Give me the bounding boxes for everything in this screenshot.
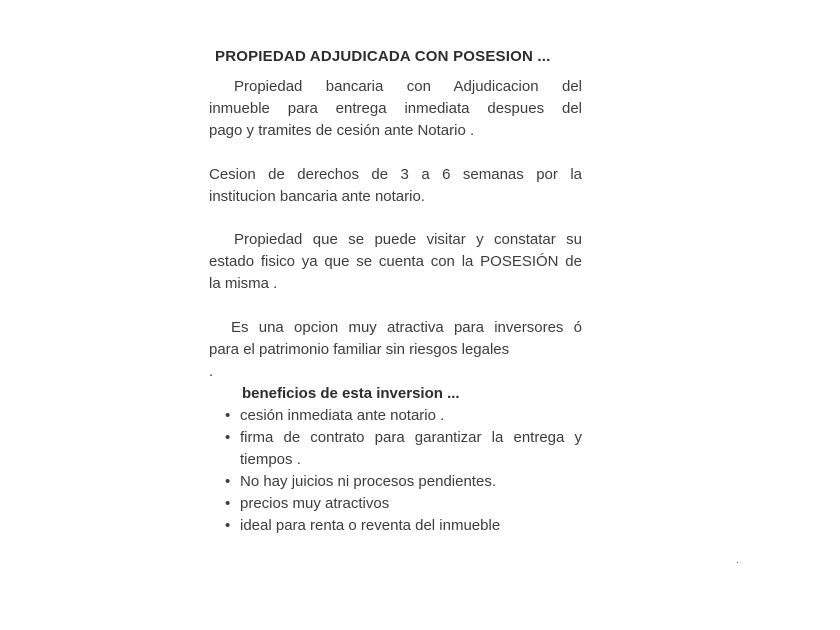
bullet-icon: • [225,407,231,424]
bullet-icon: • [225,473,231,490]
paragraph-3 [209,229,582,295]
text-line: estado fisico ya que se cuenta con la POSESIÓN de [209,253,582,270]
text-line: inmueble para entrega inmediata despues del [209,100,582,117]
text-line: cesión inmediata ante notario . [240,407,445,424]
text-line: Propiedad que se puede visitar y constatar su [234,231,582,248]
text-line: ideal para renta o reventa del inmueble [240,517,501,534]
text-line: precios muy atractivos [240,495,390,512]
text-line: Cesion de derechos de 3 a 6 semanas por la [209,166,582,183]
orphan-period-line [209,361,582,383]
benefits-heading: beneficios de esta inversion ... [242,385,460,402]
text-line: para el patrimonio familiar sin riesgos legales [209,341,510,358]
text-column [209,46,582,537]
text-line: Es una opcion muy atractiva para inversores ó [231,319,582,336]
text-line: . [209,363,214,380]
list-item-text [240,471,582,493]
text-line: la misma . [209,275,278,292]
list-item [209,515,582,537]
text-line: firma de contrato para garantizar la entrega y [240,429,582,446]
stray-period-mark: . [736,555,739,566]
bullet-icon: • [225,495,231,512]
document-title: PROPIEDAD ADJUDICADA CON POSESION ... [215,48,551,65]
bullet-icon: • [225,429,231,446]
text-line: tiempos . [240,451,301,468]
paragraph-2 [209,164,582,208]
text-line: Propiedad bancaria con Adjudicacion del [234,78,582,95]
paragraph-1 [209,76,582,142]
list-item [209,471,582,493]
text-line: pago y tramites de cesión ante Notario . [209,122,475,139]
list-item [209,405,582,427]
text-line: No hay juicios ni procesos pendientes. [240,473,496,490]
list-item-text [240,493,582,515]
paragraph-4 [209,317,582,361]
benefits-list [209,405,582,537]
list-item-text [240,427,582,471]
text-line: institucion bancaria ante notario. [209,188,425,205]
list-item [209,427,582,471]
list-item [209,493,582,515]
bullet-icon: • [225,517,231,534]
list-item-text [240,515,582,537]
list-item-text [240,405,582,427]
